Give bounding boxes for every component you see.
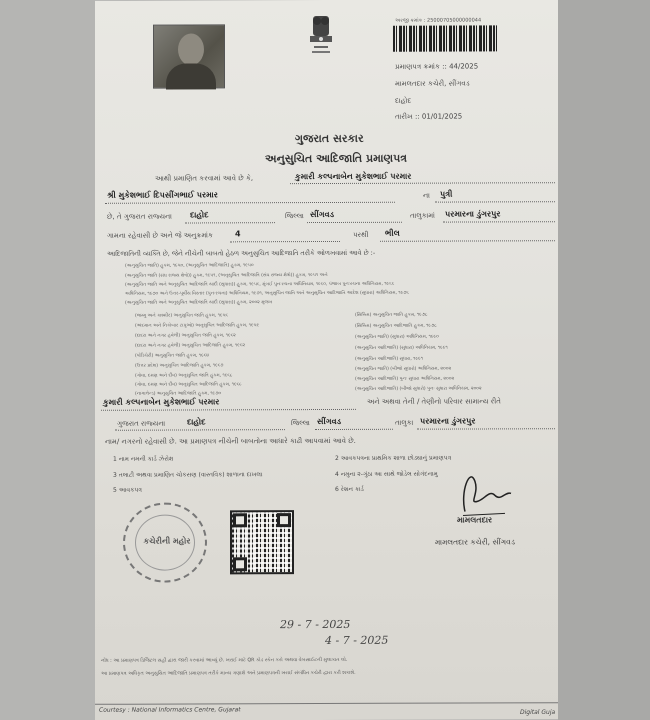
digital-gujarat-text: Digital Guja	[520, 709, 556, 716]
order-left: (ગોવા, દમણ અને દીવ) અનુસુચિત આદિજાતિ હુકમ, ૧૯૬૮	[135, 382, 242, 388]
government-title: ગુજરાત સરકાર	[295, 131, 364, 146]
order-line: અધિનિયમ, ૧૯૭૦ અને ઉત્તર-પૂર્વીય વિસ્તાર (પુનઃરચના) અધિનિયમ, ૧૯૭૧, અનુસુચિત જાતિ અને અનુસુચિત આદિજાતિ આદેશ (સુધારા) અધિનિયમ, ૧૯૭૬	[125, 290, 409, 297]
order-left: (ઉત્તર પ્રદેશ) અનુસુચિત આદિજાતિ હુકમ, ૧૯૬૭	[135, 363, 224, 369]
issue-date: તારીખ :: 01/01/2025	[395, 112, 463, 121]
order-right: (અનુસુચિત આદિજાતિ) સુધારા, ૧૯૯૧	[355, 356, 424, 362]
order-line: (અનુસુચિત જાતિ (સંઘ રાજ્ય ક્ષેત્રો)) હુકમ, ૧૯૫૧, (અનુસુચિત આદિજાતિ (સંઘ રાજ્ય ક્ષેત્રો)) હુકમ, ૧૯૫૧ અને	[125, 272, 328, 279]
applicant-name: કુમારી કલ્પનાબેન મુકેશભાઈ પરમાર	[295, 171, 412, 182]
barcode	[393, 25, 497, 51]
courtesy-text: Courtesy : National Informatics Centre, Gujarat	[99, 706, 241, 714]
order-left: (ગોવા, દમણ અને દીવ) અનુસુચિત જાતિ હુકમ, ૧૯૬૮	[135, 373, 233, 379]
signature-icon	[455, 461, 515, 521]
signatory-label: મામલતદાર	[457, 515, 493, 525]
tribe-label: પરથી	[353, 230, 369, 239]
district-repeat: દાહોદ	[187, 417, 206, 427]
certificate-title: અનુસુચિત આદિજાતિ પ્રમાણપત્ર	[265, 151, 408, 166]
order-right: (અનુસુચિત જાતિ) (સુધારા) અધિનિયમ, ૧૯૯૦	[355, 334, 439, 340]
issuing-district: દાહોદ	[395, 96, 412, 105]
document-item: 2 આવકપત્રના પ્રાથમિક શાળા છોડ્યાનું પ્રમાણપત્ર	[335, 454, 452, 462]
jilla: સીંગવડ	[310, 209, 334, 220]
order-left: (જમ્મુ અને કાશ્મીર) અનુસુચિત જાતિ હુકમ, ૧૯૫૬	[135, 313, 229, 319]
certificate-paper	[95, 0, 558, 720]
certify-text: આથી પ્રમાણિત કરવામાં આવે છે કે,	[155, 174, 254, 183]
order-right: (અનુસુચિત આદિજાતિ) પુનઃ સુધારા અધિનિયમ, ૨૦૦૨	[355, 376, 455, 382]
residence-text: નામ/ નગરનો રહેવાસી છે. આ પ્રમાણપત્ર નીચેની બાબતોના આધારે કાઢી આપવામાં આવે છે.	[105, 436, 356, 446]
taluka-label: તાલુકામાં	[410, 211, 435, 220]
order-line: (અનુસુચિત જાતિ અને અનુસુચિત આદિજાતિ યાદી (સુધારા)) હુકમ, ૨૦૦૨ મુજબ	[125, 300, 273, 306]
state-emblem-icon	[300, 12, 342, 64]
document-item: 6 રેશન કાર્ડ	[335, 485, 364, 493]
serial-number: 4	[235, 229, 241, 239]
tribe-statement: આદિજાતિની વ્યક્તિ છે, જેને નીચેની બાબતો હેઠળ અનુસુચિત આદિજાતિ તરીકે ઓળખવામાં આવે છે :-	[107, 248, 376, 258]
district: દાહોદ	[190, 210, 209, 220]
order-right: (સિક્કિમ) અનુસુચિત જાતિ હુકમ, ૧૯૭૮	[355, 312, 428, 318]
relation: પુત્રી	[440, 189, 453, 199]
applicant-photo	[153, 24, 225, 88]
order-line: (અનુસુચિત જાતિ અને અનુસુચિત આદિજાતિ યાદી (સુધારા)) હુકમ, ૧૯૫૬, મુંબઈ પુનઃરચના અધિનિયમ, ૧૯૬૦, પંજાબ પુનઃરચના અધિનિયમ, ૧૯૬૬	[125, 281, 395, 288]
taluka-repeat: પરમારના ડુંગરપુર	[420, 416, 476, 426]
taluka: પરમારના ડુંગરપુર	[445, 209, 501, 219]
footer-note-2: આ પ્રમાણપત્ર અધિકૃત અનુસુચિત આદિજાતિ પ્રમાણપત્ર તરીકે માન્ય ગણાશે અને પ્રમાણપત્રની ખરાઈ સંબંધિત કચેરી દ્વારા કરી શકાશે.	[101, 670, 356, 677]
seal-text: કચેરીની મહોર	[143, 536, 191, 546]
certificate-number: પ્રમાણપત્ર ક્રમાંક :: 44/2025	[395, 62, 479, 71]
jilla2-label: જિલ્લા	[291, 419, 310, 428]
serial-label: ગામના રહેવાસી છે અને જે અનુક્રમાંક	[107, 231, 213, 240]
footer-note-1: નોંધ : આ પ્રમાણપત્ર ડિજિટલ સહી દ્વારા જારી કરવામાં આવ્યું છે. ખરાઈ માટે QR કોડ સ્કેન કરો અથવા વેબસાઈટની મુલાકાત લો.	[101, 657, 348, 664]
order-right: (અનુસુચિત આદિજાતિ) (બીજો સુધારો) પુનઃ સુધારા અધિનિયમ, ૨૦૦૨	[355, 386, 482, 392]
issuing-office: મામલતદાર કચેરી, સીંગવડ	[395, 79, 470, 88]
applicant-name-repeat: કુમારી કલ્પનાબેન મુકેશભાઈ પરમાર	[103, 397, 220, 407]
state2-label: ગુજરાત રાજ્યના	[117, 419, 166, 428]
document-item: 1 નામ નમની કાર્ડ ઝેરોક્ષ	[113, 455, 174, 463]
order-right: (સિક્કિમ) અનુસુચિત આદિજાતિ હુકમ, ૧૯૭૮	[355, 323, 437, 329]
order-right: (અનુસુચિત આદિજાતિ) (સુધારા) અધિનિયમ, ૧૯૯૧	[355, 345, 448, 351]
background-left	[0, 0, 95, 720]
father-name: શ્રી મુકેશભાઈ દિપસીંગભાઈ પરમાર	[107, 190, 218, 200]
background-right	[558, 0, 650, 720]
order-right: (અનુસુચિત જાતિ) (બીજો સુધારો) અધિનિયમ, ૨૦૦૨	[355, 366, 452, 372]
signatory-office: મામલતદાર કચેરી, સીંગવડ	[435, 537, 515, 547]
taluka2-label: તાલુકા	[395, 418, 414, 427]
order-line: (અનુસુચિત જાતિ) હુકમ, ૧૯૫૦, (અનુસુચિત આદિજાતિ) હુકમ, ૧૯૫૦	[125, 263, 254, 269]
document-item: 5 આવકપત્ર	[113, 486, 142, 494]
jilla-repeat: સીંગવડ	[317, 416, 341, 427]
order-left: (નાગાલેન્ડ) અનુસુચિત આદિજાતિ હુકમ, ૧૯૭૦	[135, 391, 222, 397]
handwritten-date-1: 29 - 7 - 2025	[280, 617, 351, 632]
tribe: ભીલ	[385, 228, 400, 238]
order-left: (દાદરા અને નગર હવેલી) અનુસુચિત જાતિ હુકમ, ૧૯૬૨	[135, 333, 236, 339]
qr-code[interactable]	[230, 510, 294, 574]
order-left: (દાદરા અને નગર હવેલી) અનુસુચિત આદિજાતિ હુકમ, ૧૯૬૨	[135, 343, 246, 349]
relation-label: ના	[423, 191, 430, 200]
handwritten-date-2: 4 - 7 - 2025	[325, 633, 389, 648]
document-item: 3 તલાટી અથવા પ્રમાણિત ચોકસણ (વાસ્તવિક) શાળાના દાખલા	[113, 471, 263, 479]
order-left: (અંદમાન અને નિકોબાર ટાપુઓ) અનુસુચિત આદિજાતિ હુકમ, ૧૯૫૯	[135, 323, 260, 329]
jilla-label: જિલ્લા	[285, 212, 304, 221]
office-seal	[123, 502, 207, 582]
order-left: (પોંડિચેરી) અનુસુચિત જાતિ હુકમ, ૧૯૬૪	[135, 353, 210, 359]
document-item: 4 નમુના ૨-ગુંઠા આ સાથે જોડેલ સોગંદનામુ	[335, 470, 438, 478]
family-text: અને અથવા તેની / તેણીનો પરિવાર સામાન્ય રીતે	[367, 397, 501, 406]
application-number: અરજી ક્રમાંક : 25000705000000044	[395, 17, 482, 24]
state-label: છે, તે ગુજરાત રાજ્યના	[107, 212, 172, 221]
